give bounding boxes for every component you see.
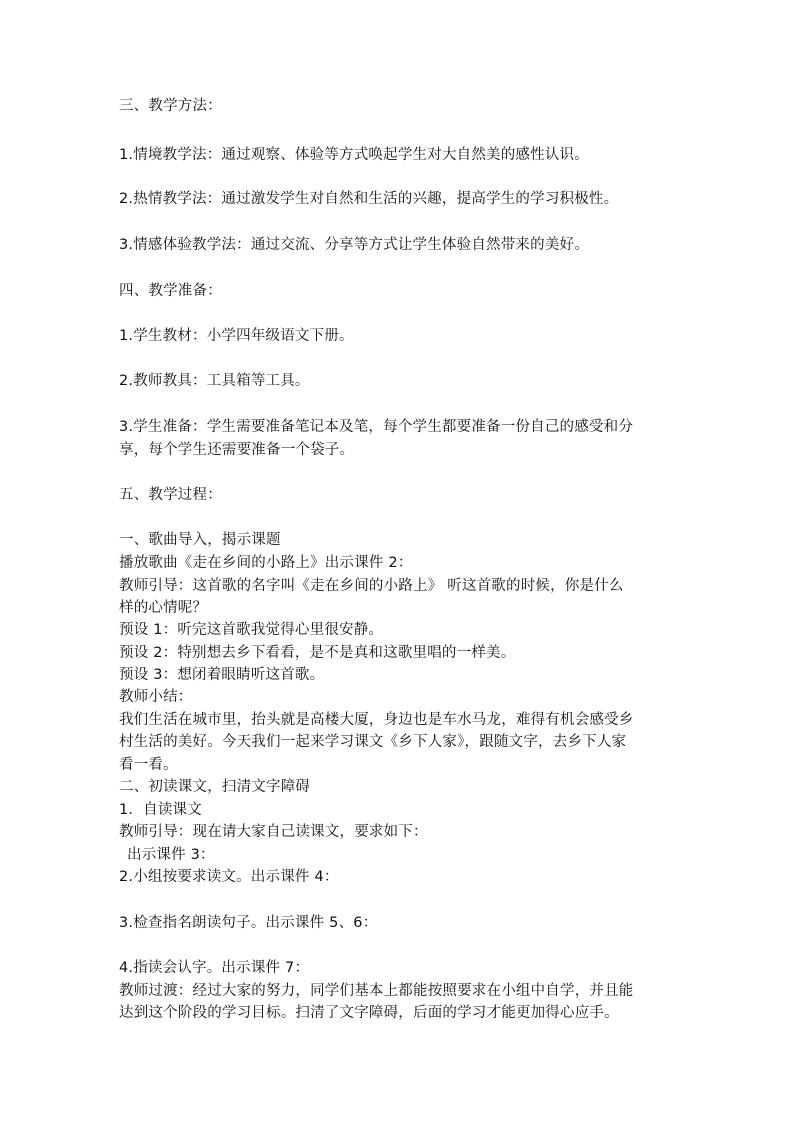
paragraph-line: 教师引导：这首歌的名字叫《走在乡间的小路上》 听这首歌的时候，你是什么 [119,578,624,594]
section-heading-teaching-preparation: 四、教学准备： [119,283,222,299]
paragraph-line: 预设 3：想闭着眼睛听这首歌。 [119,667,325,683]
paragraph-line: 3.情感体验教学法：通过交流、分享等方式让学生体验自然带来的美好。 [119,237,589,253]
paragraph-line: 4.指读会认字。出示课件 7： [119,960,310,976]
paragraph-line: 看一看。 [119,757,178,773]
paragraph-line: 2.教师教具：工具箱等工具。 [119,373,310,389]
paragraph-line: 预设 1：听完这首歌我觉得心里很安静。 [119,622,384,638]
subheading-line: 一、歌曲导入，揭示课题 [119,532,281,548]
paragraph-line: 播放歌曲《走在乡间的小路上》出示课件 2： [119,555,413,571]
paragraph-line: 教师小结： [119,689,193,705]
section-heading-teaching-methods: 三、教学方法： [119,98,222,114]
paragraph-line: 村生活的美好。今天我们一起来学习课文《乡下人家》，跟随文字，去乡下人家 [119,734,627,750]
paragraph-line: 出示课件 3： [127,847,215,863]
section-heading-teaching-process: 五、教学过程： [119,487,222,503]
paragraph-line: 2.热情教学法：通过激发学生对自然和生活的兴趣，提高学生的学习积极性。 [119,191,619,207]
paragraph-line: 2.小组按要求读文。出示课件 4： [119,869,339,885]
paragraph-line: 享，每个学生还需要准备一个袋子。 [119,442,355,458]
paragraph-line: 教师过渡：经过大家的努力，同学们基本上都能按照要求在小组中自学，并且能 [119,983,634,999]
paragraph-line: 预设 2：特别想去乡下看看，是不是真和这歌里唱的一样美。 [119,645,516,661]
paragraph-line: 3.学生准备：学生需要准备笔记本及笔，每个学生都要准备一份自己的感受和分 [119,419,634,435]
paragraph-line: 教师引导：现在请大家自己读课文，要求如下： [119,824,428,840]
paragraph-line: 1．自读课文 [119,802,202,818]
paragraph-line: 达到这个阶段的学习目标。扫清了文字障碍，后面的学习才能更加得心应手。 [119,1005,619,1021]
paragraph-line: 我们生活在城市里，抬头就是高楼大厦，身边也是车水马龙，难得有机会感受乡 [119,712,634,728]
paragraph-line: 3.检查指名朗读句子。出示课件 5、6： [119,915,378,931]
paragraph-line: 1.情境教学法：通过观察、体验等方式唤起学生对大自然美的感性认识。 [119,147,589,163]
paragraph-line: 1.学生教材：小学四年级语文下册。 [119,328,354,344]
paragraph-line: 样的心情呢？ [119,600,208,616]
subheading-line: 二、初读课文，扫清文字障碍 [119,779,311,795]
